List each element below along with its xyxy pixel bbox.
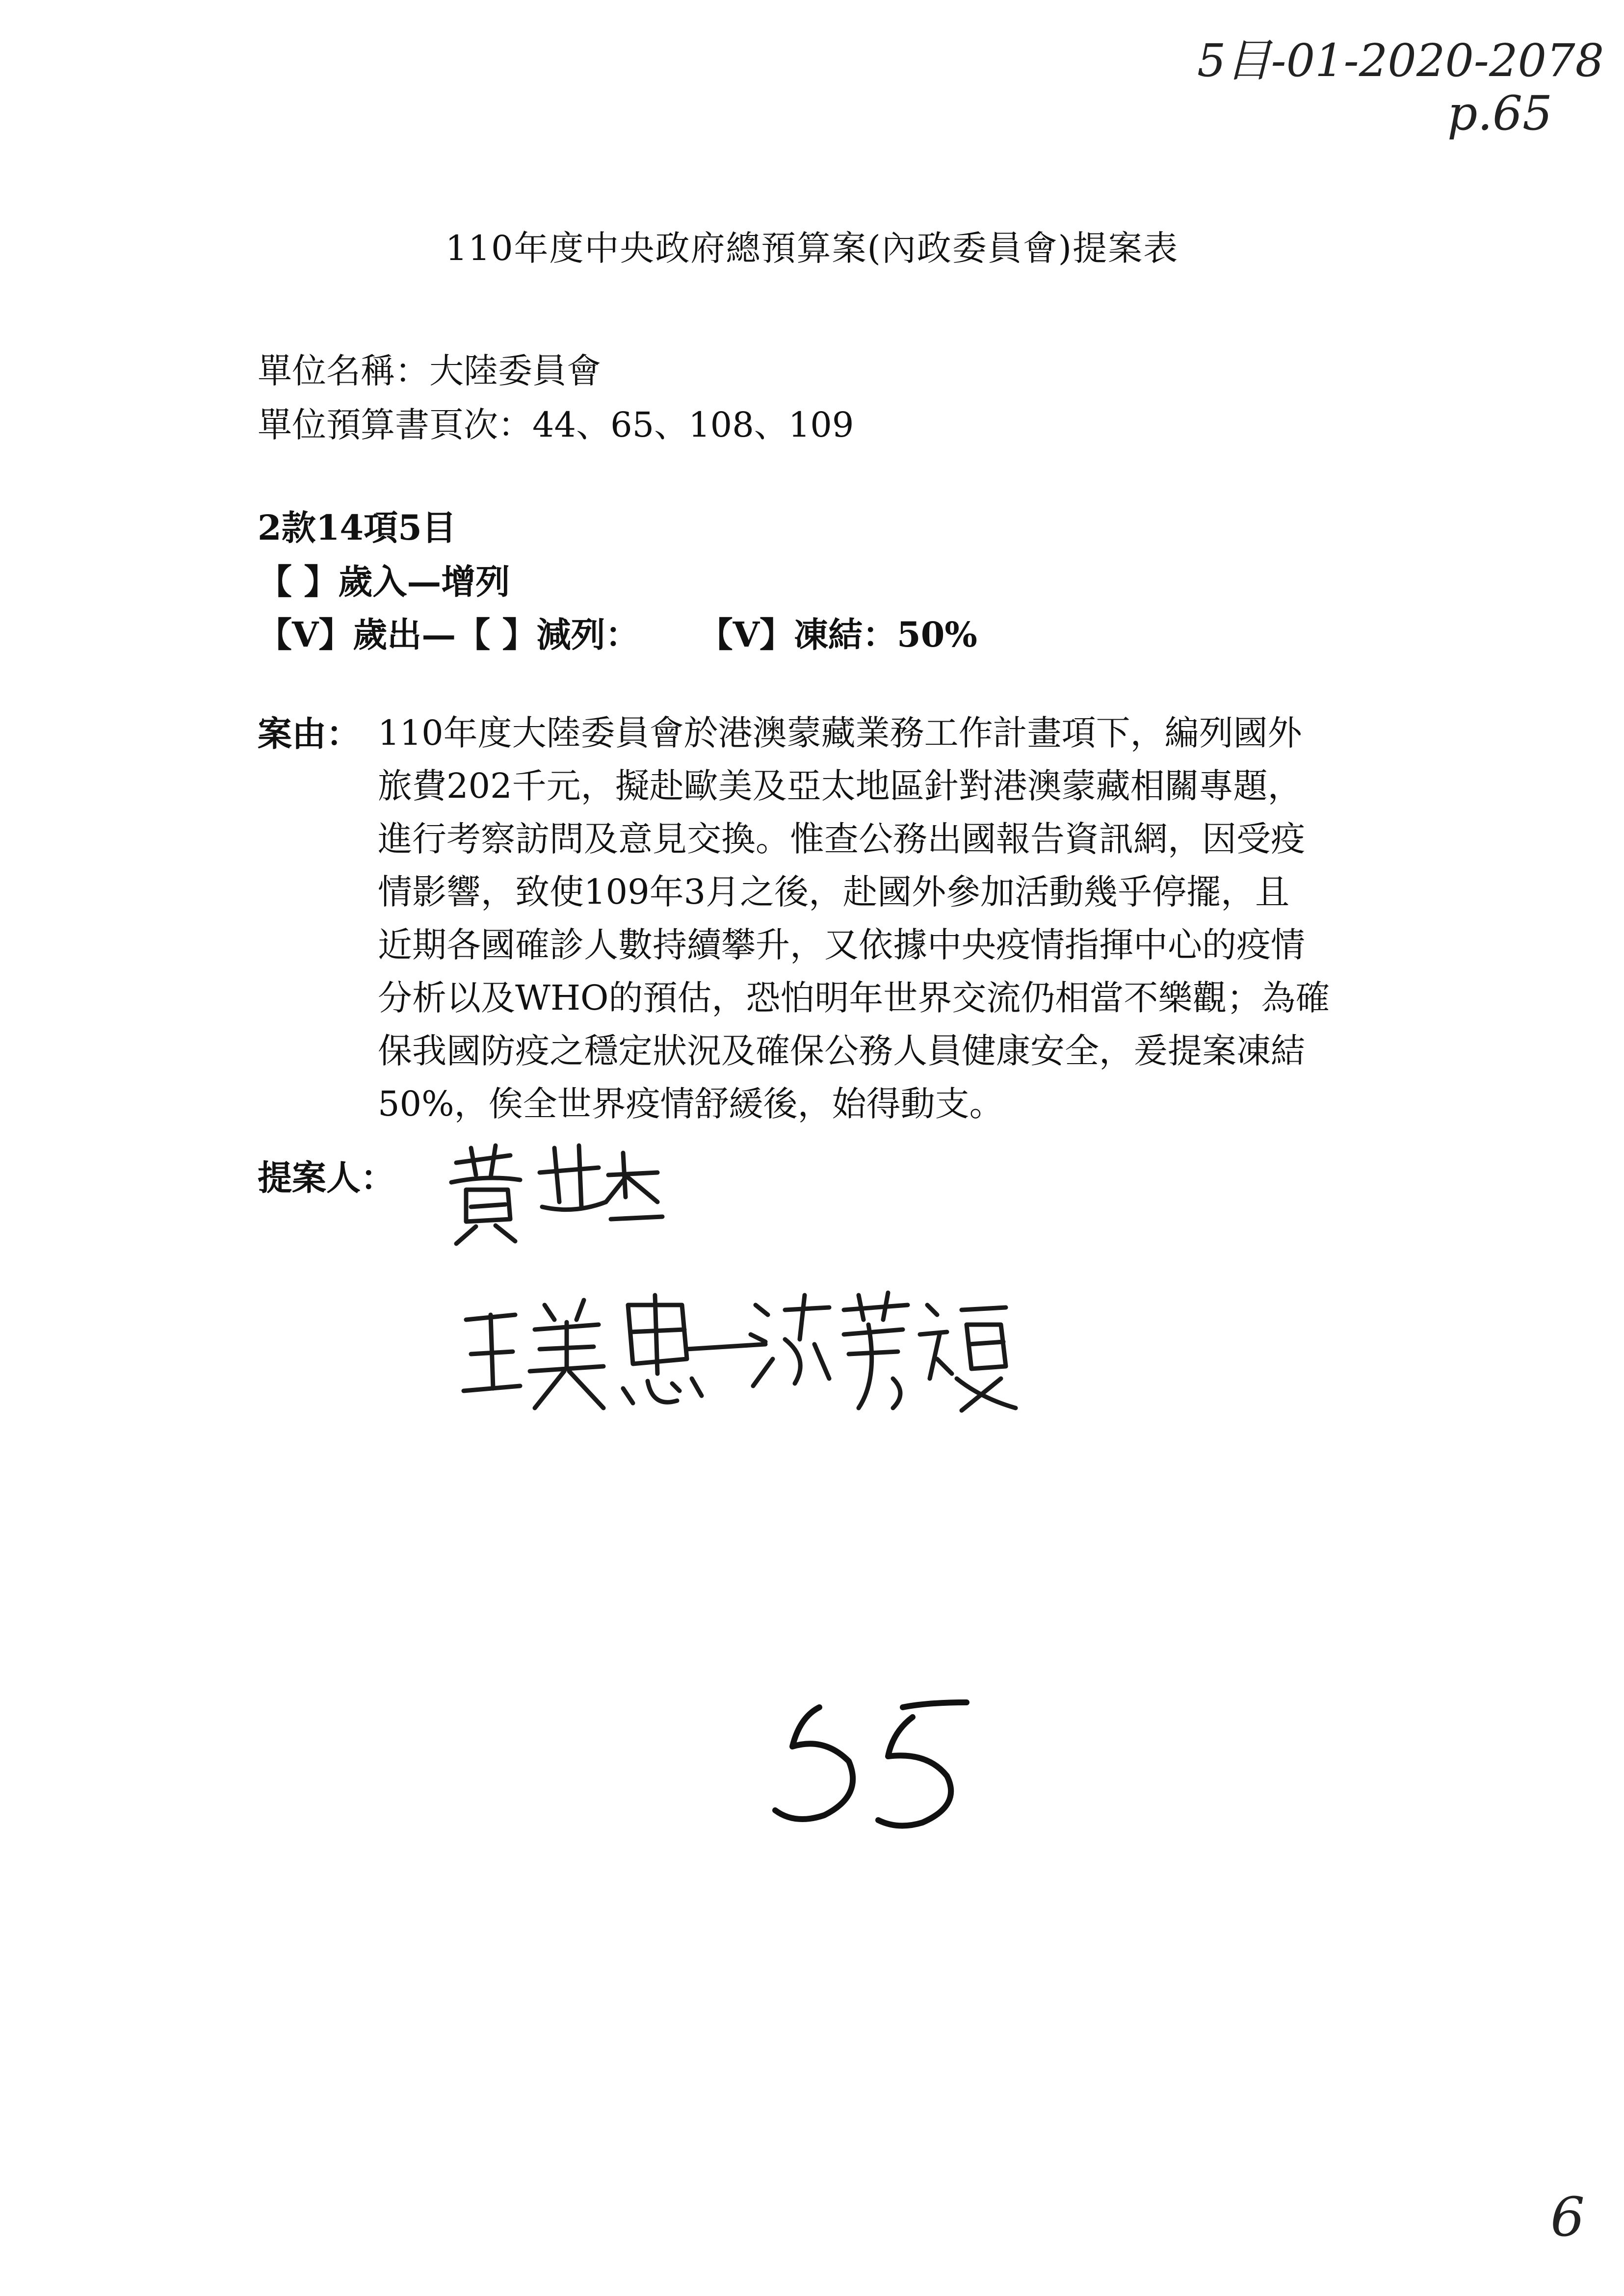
- document-title: 110年度中央政府總預算案(內政委員會)提案表: [445, 228, 1179, 268]
- handwritten-signature-3: [746, 1280, 1021, 1423]
- proposer-label: 提案人：: [258, 1157, 395, 1198]
- reason-line: 近期各國確診人數持續攀升，又依據中央疫情指揮中心的疫情: [378, 925, 1305, 965]
- reason-line: 進行考察訪問及意見交換。惟查公務出國報告資訊網，因受疫: [378, 819, 1305, 859]
- reason-line: 情影響，致使109年3月之後，赴國外參加活動幾乎停擺，且: [378, 872, 1290, 912]
- freeze-option: 【V】凍結：50%: [698, 614, 977, 655]
- revenue-option: 【 】歲入—增列: [258, 561, 510, 602]
- handwritten-signature-1: [437, 1128, 672, 1246]
- reason-line: 保我國防疫之穩定狀況及確保公務人員健康安全，爰提案凍結: [378, 1031, 1305, 1071]
- reason-text: [378, 706, 1428, 1130]
- reason-line: 110年度大陸委員會於港澳蒙藏業務工作計畫項下，編列國外: [378, 713, 1302, 753]
- reason-line: 分析以及WHO的預估，恐怕明年世界交流仍相當不樂觀；為確: [378, 978, 1330, 1018]
- budget-item-code: 2款14項5目: [258, 507, 456, 548]
- page-reference: p.65: [1447, 86, 1553, 141]
- page-number: 6: [1550, 2186, 1585, 2248]
- archive-code: 5目-01-2020-2078: [1197, 34, 1604, 87]
- reason-line: 旅費202千元，擬赴歐美及亞太地區針對港澳蒙藏相關專題，: [378, 766, 1302, 806]
- budget-pages-line: 單位預算書頁次：44、65、108、109: [258, 405, 854, 445]
- expense-option-line: [258, 607, 977, 657]
- unit-name-line: 單位名稱：大陸委員會: [258, 351, 601, 391]
- reason-label: 案由：: [258, 713, 361, 754]
- expense-reduction-option: 【V】歲出—【 】減列：: [258, 614, 640, 655]
- handwritten-mark-55: [765, 1688, 981, 1845]
- handwritten-signature-2: [456, 1285, 770, 1423]
- reason-line: 50%，俟全世界疫情舒緩後，始得動支。: [378, 1084, 1004, 1124]
